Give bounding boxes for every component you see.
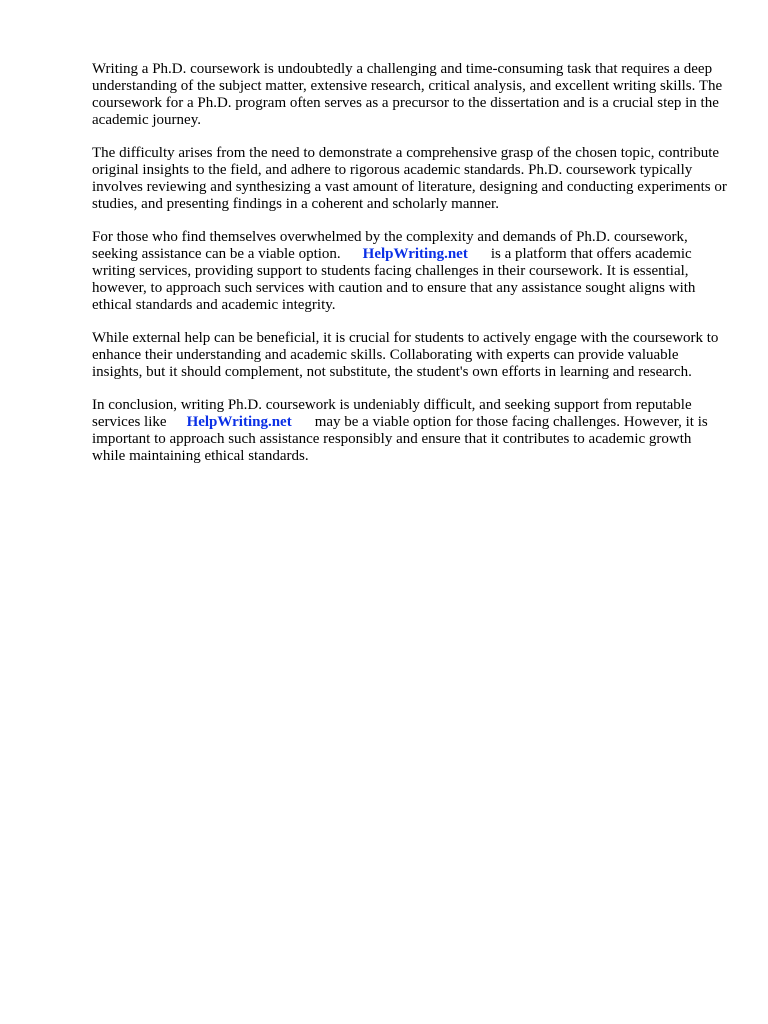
paragraph-assistance-text-before: For those who find themselves overwhelmed by the complexity and demands of Ph.D. coursework, seeking assistance can be a viable option.: [92, 229, 688, 262]
helpwriting-link-conclusion[interactable]: HelpWriting.net: [186, 414, 292, 430]
paragraph-conclusion-text-before: In conclusion, writing Ph.D. coursework is undeniably difficult, and seeking support from reputable services like: [92, 397, 692, 430]
document-body: [92, 61, 728, 481]
paragraph-engagement: While external help can be beneficial, it is crucial for students to actively engage with the coursework to enhance their understanding and academic skills. Collaborating with experts can provide valuable insights, but it should complement, not substitute, the student's own efforts in learning and research.: [92, 330, 719, 380]
paragraph-assistance: [92, 229, 728, 314]
paragraph-difficulty: The difficulty arises from the need to demonstrate a comprehensive grasp of the chosen topic, contribute original insights to the field, and adhere to rigorous academic standards. Ph.D. coursework typically involves reviewing and synthesizing a vast amount of literature, designing and conducting experiments or studies, and presenting findings in a coherent and scholarly manner.: [92, 145, 727, 212]
paragraph-conclusion-text-after: may be a viable option for those facing challenges. However, it is important to approach such assistance responsibly and ensure that it contributes to academic growth while maintaining ethical standards.: [92, 414, 708, 464]
paragraph-conclusion: [92, 397, 728, 465]
paragraph-intro: Writing a Ph.D. coursework is undoubtedly a challenging and time-consuming task that requires a deep understanding of the subject matter, extensive research, critical analysis, and excellent writing skills. The coursework for a Ph.D. program often serves as a precursor to the dissertation and is a crucial step in the academic journey.: [92, 61, 723, 128]
paragraph-assistance-text-after: is a platform that offers academic writing services, providing support to students facing challenges in their coursework. It is essential, however, to approach such services with caution and to ensure that any assistance sought aligns with ethical standards and academic integrity.: [92, 246, 696, 313]
helpwriting-link[interactable]: HelpWriting.net: [362, 246, 468, 262]
